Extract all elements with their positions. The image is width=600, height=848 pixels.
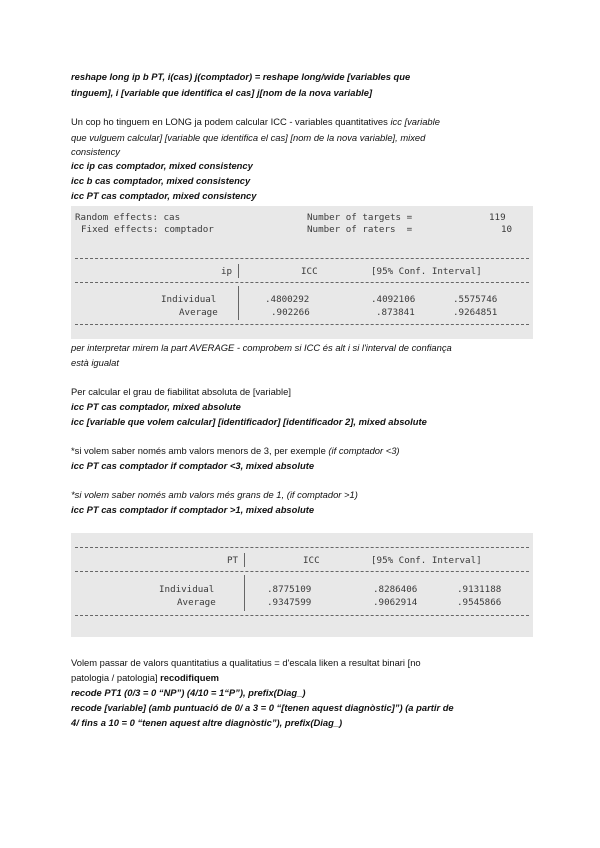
stata1-vbar-body xyxy=(238,286,239,320)
recode-intro-line-1: Volem passar de valors quantitatius a qualitatius = d'escala liken a resultat binari [no xyxy=(71,657,421,668)
greater-than-cmd: icc PT cas comptador if comptador >1, mixed absolute xyxy=(71,504,315,515)
stata2-vbar-body xyxy=(244,575,245,611)
stata2-vbar-head xyxy=(244,553,245,567)
stata2-row-average-hi: .9545866 xyxy=(457,597,502,608)
icc-consistency-b: icc b cas comptador, mixed consistency xyxy=(71,175,251,186)
stata1-rule-top xyxy=(75,258,529,259)
stata1-col-ci: [95% Conf. Interval] xyxy=(371,266,482,277)
n-targets-label: Number of targets = xyxy=(307,212,413,223)
stata2-rule-top xyxy=(75,547,529,548)
recode-cmd-2-line-1: recode [variable] (amb puntuació de 0/ a 3 = 0 “[tenen aquest diagnòstic]”) (a partir de xyxy=(71,702,454,713)
stata-output-2 xyxy=(71,533,533,637)
stata2-row-individual-icc: .8775109 xyxy=(267,584,312,595)
stata1-rule-mid xyxy=(75,282,529,283)
icc-consistency-ip: icc ip cas comptador, mixed consistency xyxy=(71,160,253,171)
stata1-rule-bottom xyxy=(75,324,529,325)
long-intro-italic: icc [variable xyxy=(390,116,440,127)
long-intro-line-3: consistency xyxy=(71,146,120,157)
absolute-cmd-1: icc PT cas comptador, mixed absolute xyxy=(71,401,241,412)
stata1-row-average-lo: .873841 xyxy=(376,307,415,318)
interpret-line-2: està igualat xyxy=(71,357,119,368)
n-raters-label: Number of raters = xyxy=(307,224,413,235)
stata2-row-individual-label: Individual xyxy=(159,584,215,595)
stata-output-1 xyxy=(71,206,533,339)
absolute-intro: Per calcular el grau de fiabilitat absoluta de [variable] xyxy=(71,386,291,397)
recode-intro-plain: patologia / patologia] xyxy=(71,672,161,683)
recode-cmd-1: recode PT1 (0/3 = 0 “NP”) (4/10 = 1“P”), prefix(Diag_) xyxy=(71,687,306,698)
recode-intro-line-2 xyxy=(71,671,533,685)
recode-cmd-2-line-2: 4/ fins a 10 = 0 “tenen aquest altre diagnòstic”), prefix(Diag_) xyxy=(71,717,343,728)
stata2-row-individual-lo: .8286406 xyxy=(373,584,418,595)
stata1-col-icc: ICC xyxy=(301,266,318,277)
less-than-italic: (if comptador <3) xyxy=(328,445,400,456)
stata2-col-ci: [95% Conf. Interval] xyxy=(371,555,482,566)
stata1-row-average-icc: .902266 xyxy=(271,307,310,318)
stata2-row-average-lo: .9062914 xyxy=(373,597,418,608)
random-effects-label: Random effects: cas xyxy=(75,212,181,223)
stata1-col-var: ip xyxy=(221,266,233,277)
less-than-plain: *si volem saber només amb valors menors de 3, per exemple xyxy=(71,445,329,456)
icc-consistency-pt: icc PT cas comptador, mixed consistency xyxy=(71,190,257,201)
n-raters-value: 10 xyxy=(501,224,513,235)
reshape-line-1: reshape long ip b PT, i(cas) j(comptador) = reshape long/wide [variables que xyxy=(71,71,411,82)
absolute-cmd-2: icc [variable que volem calcular] [identificador] [identificador 2], mixed absolute xyxy=(71,416,427,427)
stata2-col-icc: ICC xyxy=(303,555,320,566)
long-intro-line-1 xyxy=(71,115,533,129)
less-than-cmd: icc PT cas comptador if comptador <3, mixed absolute xyxy=(71,460,315,471)
stata2-col-var: PT xyxy=(227,555,239,566)
stata1-row-average-label: Average xyxy=(179,307,218,318)
stata2-rule-mid xyxy=(75,571,529,572)
stata1-row-individual-label: Individual xyxy=(161,294,217,305)
stata1-row-individual-icc: .4800292 xyxy=(265,294,310,305)
stata1-row-average-hi: .9264851 xyxy=(453,307,498,318)
recode-intro-bold: recodifiquem xyxy=(160,672,220,683)
stata2-row-average-label: Average xyxy=(177,597,216,608)
stata2-row-individual-hi: .9131188 xyxy=(457,584,502,595)
long-intro-line-2: que vulguem calcular] [variable que identifica el cas] [nom de la nova variable], mixed xyxy=(71,132,426,143)
stata2-row-average-icc: .9347599 xyxy=(267,597,312,608)
fixed-effects-label: Fixed effects: comptador xyxy=(81,224,214,235)
stata1-row-individual-hi: .5575746 xyxy=(453,294,498,305)
stata1-vbar-head xyxy=(238,264,239,278)
less-than-intro xyxy=(71,444,533,458)
interpret-line-1: per interpretar mirem la part AVERAGE - comprobem si ICC és alt i si l'interval de confiança xyxy=(71,342,452,353)
n-targets-value: 119 xyxy=(489,212,506,223)
greater-than-intro: *si volem saber només amb valors més grans de 1, (if comptador >1) xyxy=(71,489,358,500)
stata2-rule-bottom xyxy=(75,615,529,616)
long-intro-plain: Un cop ho tinguem en LONG ja podem calcular ICC - variables quantitatives xyxy=(71,116,391,127)
reshape-line-2: tinguem], i [variable que identifica el cas] j[nom de la nova variable] xyxy=(71,87,373,98)
stata1-row-individual-lo: .4092106 xyxy=(371,294,416,305)
